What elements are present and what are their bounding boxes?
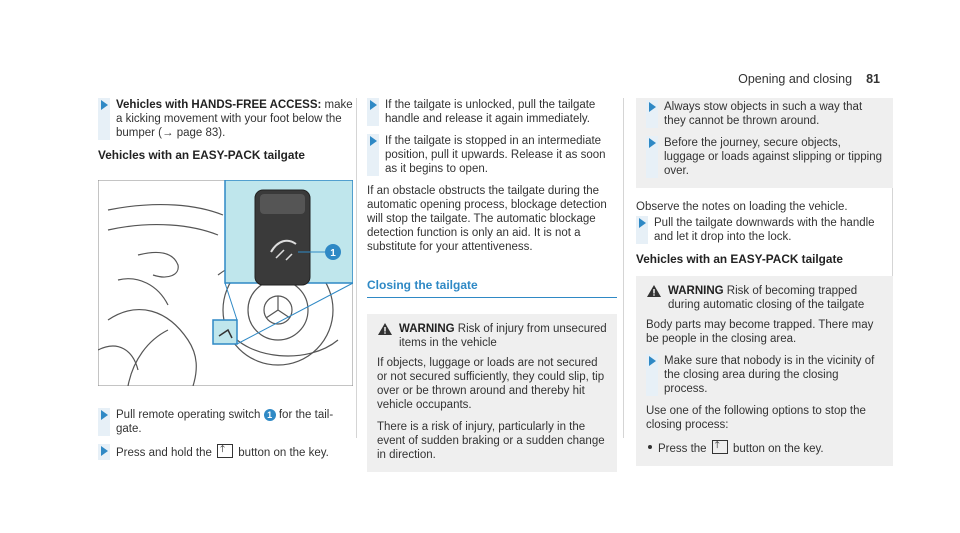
step-text: Pull the tailgate downwards with the handle and let it drop into the lock. — [654, 217, 875, 243]
warning-triangle-icon — [377, 322, 393, 336]
step-text: If the tailgate is unlocked, pull the tailgate handle and release it again immediately. — [385, 99, 596, 125]
step-text: Before the journey, secure objects, luggage or loads against slipping or tipping over. — [664, 137, 883, 177]
warning-title: WARNING — [668, 285, 724, 297]
warning-paragraph: If objects, luggage or loads are not secured or not secured sufficiently, they could slip, tip over or be thrown around and thereby hit vehicle occupants. — [377, 357, 605, 411]
play-arrow-icon — [646, 354, 658, 396]
play-arrow-icon — [367, 134, 379, 176]
step-text: button on the key. — [235, 447, 329, 459]
warning-header — [377, 322, 607, 350]
section-title: Opening and closing — [738, 72, 853, 86]
play-arrow-icon — [98, 408, 110, 436]
column-2 — [367, 98, 617, 472]
step-unlocked — [367, 98, 617, 126]
warning-summary: Risk of becoming trapped during automatic closing of the tailgate — [668, 285, 865, 311]
warning-title: WARNING — [399, 323, 455, 335]
section-closing-tailgate: Closing the tailgate — [367, 278, 617, 298]
play-arrow-icon — [646, 100, 658, 128]
page-number: 81 — [866, 72, 880, 86]
bullet-text: button on the key. — [729, 443, 824, 455]
step-press-hold — [98, 444, 353, 460]
warning-box — [367, 314, 617, 472]
step-pull-switch — [98, 408, 353, 436]
page-header — [738, 72, 880, 86]
column-divider — [623, 98, 624, 438]
bullet-text: Press the — [658, 443, 710, 455]
column-3 — [636, 98, 893, 466]
step-label: Vehicles with HANDS-FREE ACCESS: — [116, 99, 322, 111]
step-intermediate — [367, 134, 617, 176]
tailgate-key-icon — [217, 444, 233, 458]
column-divider — [356, 98, 357, 438]
column-1 — [98, 98, 353, 468]
step-text: Pull remote operating switch — [116, 409, 264, 421]
step-text: for the tail-gate. — [116, 409, 334, 435]
step-secure-objects — [646, 136, 883, 178]
figure-callout: 1 — [330, 248, 336, 259]
tailgate-switch-figure — [98, 180, 353, 386]
step-text: Make sure that nobody is in the vicinity of the closing area during the closing process. — [664, 355, 875, 395]
observe-paragraph: Observe the notes on loading the vehicle. — [636, 201, 848, 213]
bullet-press-button — [646, 440, 883, 456]
warning-triangle-icon — [646, 284, 662, 298]
play-arrow-icon — [98, 98, 110, 140]
callout-badge: 1 — [264, 409, 276, 421]
play-arrow-icon — [646, 136, 658, 178]
tailgate-key-icon — [712, 440, 728, 454]
step-stow-objects — [646, 100, 883, 128]
obstacle-paragraph: If an obstacle obstructs the tailgate during the automatic opening process, blockage detection will stop the tailgate. The automatic blockage detection function is only an aid. It is not a substitute for your attentiveness. — [367, 185, 607, 253]
step-text: If the tailgate is stopped in an intermediate position, pull it upwards. Release it as soon as it begins to open. — [385, 135, 606, 175]
warning-paragraph: Use one of the following options to stop the closing process: — [646, 405, 866, 431]
warning-paragraph: There is a risk of injury, particularly in the event of sudden braking or a sudden change in direction. — [377, 421, 605, 461]
step-nobody-vicinity — [646, 354, 883, 396]
step-text: make a kicking movement with your foot below the bumper (→ page 83). — [116, 99, 353, 139]
warning-paragraph: Body parts may become trapped. There may be people in the closing area. — [646, 319, 874, 345]
play-arrow-icon — [367, 98, 379, 126]
warning-header — [646, 284, 883, 312]
subheading-easy-pack: Vehicles with an EASY-PACK tailgate — [98, 148, 305, 162]
subheading-easy-pack: Vehicles with an EASY-PACK tailgate — [636, 252, 843, 266]
warning-box — [636, 276, 893, 466]
step-hands-free — [98, 98, 353, 140]
warning-box-continued — [636, 98, 893, 188]
step-pull-down — [636, 216, 893, 244]
warning-summary: Risk of injury from unsecured items in the vehicle — [399, 323, 607, 349]
step-text: Always stow objects in such a way that they cannot be thrown around. — [664, 101, 863, 127]
play-arrow-icon — [636, 216, 648, 244]
step-text: Press and hold the — [116, 447, 216, 459]
play-arrow-icon — [98, 444, 110, 460]
